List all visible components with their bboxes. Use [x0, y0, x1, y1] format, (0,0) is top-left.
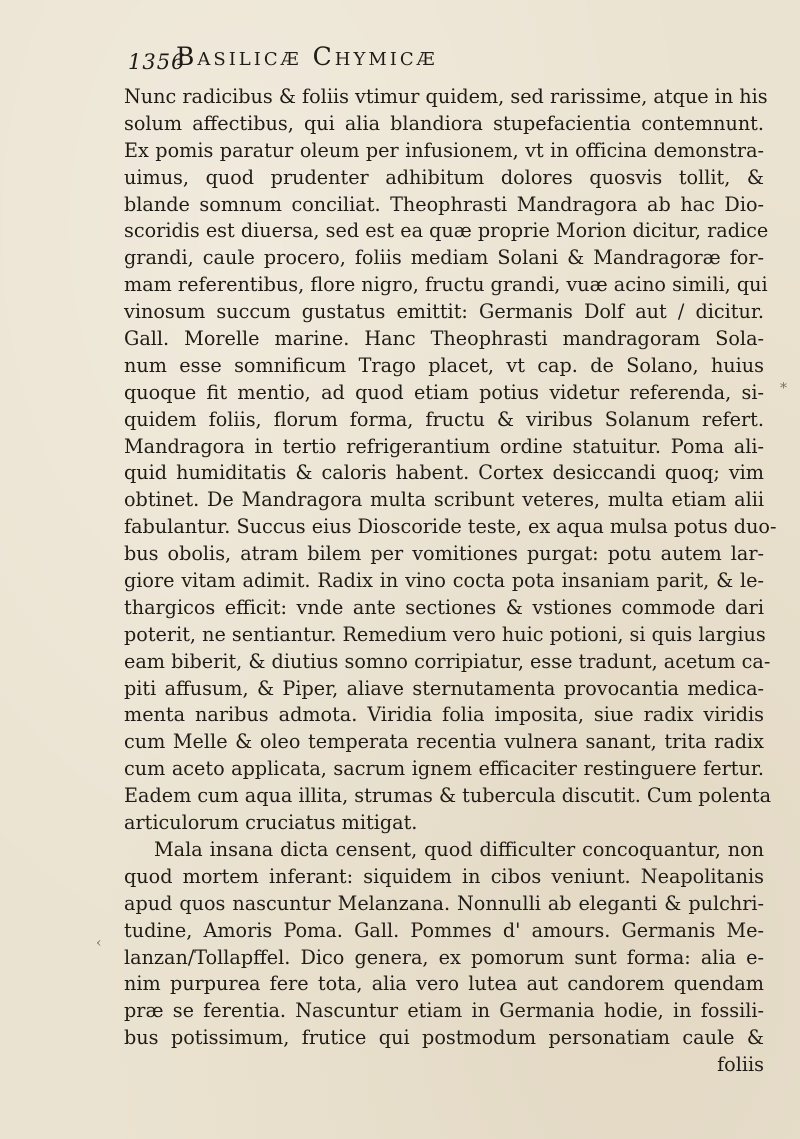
text-line: apud quos nascuntur Melanzana. Nonnulli ab eleganti & pulchri-	[124, 891, 764, 915]
text-line: menta naribus admota. Viridia folia imposita, siue radix viridis	[124, 703, 764, 727]
paragraph-end-line: articulorum cruciatus mitigat.	[124, 811, 418, 835]
text-line: solum affectibus, qui alia blandiora stupefacientia contemnunt.	[124, 111, 764, 135]
margin-mark: ‹	[96, 935, 102, 951]
text-line: cum Melle & oleo temperata recentia vulnera sanant, trita radix	[124, 730, 764, 754]
text-line: lanzan/Tollapffel. Dico genera, ex pomorum sunt forma: alia e-	[124, 945, 764, 969]
body-text	[124, 84, 777, 1079]
text-line: vinosum succum gustatus emittit: Germanis Dolf aut / dicitur.	[124, 300, 764, 324]
margin-mark: ⁎	[780, 376, 787, 392]
text-line: bus obolis, atram bilem per vomitiones purgat: potu autem lar-	[124, 542, 764, 566]
text-line: tudine, Amoris Poma. Gall. Pommes d' amours. Germanis Me-	[124, 918, 764, 942]
paragraph-start-line: Mala insana dicta censent, quod difficulter concoquantur, non	[154, 837, 764, 861]
text-line: scoridis est diuersa, sed est ea quæ proprie Morion dicitur, radice	[124, 219, 769, 243]
text-line: quod mortem inferant: siquidem in cibos veniunt. Neapolitanis	[124, 864, 764, 888]
text-line: grandi, caule procero, foliis mediam Solani & Mandragoræ for-	[124, 246, 764, 270]
text-line: eam biberit, & diutius somno corripiatur, esse tradunt, acetum ca-	[124, 649, 771, 673]
page-header	[128, 42, 748, 82]
text-line: præ se ferentia. Nascuntur etiam in Germania hodie, in fossili-	[124, 999, 764, 1023]
text-line: Mandragora in tertio refrigerantium ordine statuitur. Poma ali-	[124, 434, 764, 458]
running-title: Basilicæ Chymicæ	[176, 42, 438, 71]
text-line: cum aceto applicata, sacrum ignem efficaciter restinguere fertur.	[124, 757, 764, 781]
text-line: uimus, quod prudenter adhibitum dolores quosvis tollit, &	[124, 165, 764, 189]
text-line: quid humiditatis & caloris habent. Cortex desiccandi quoq; vim	[124, 461, 764, 485]
text-line: mam referentibus, flore nigro, fructu grandi, vuæ acino simili, qui	[124, 273, 768, 297]
page-number: 1356	[128, 50, 186, 74]
text-line: piti affusum, & Piper, aliave sternutamenta provocantia medica-	[124, 676, 764, 700]
text-line: quidem foliis, florum forma, fructu & viribus Solanum refert.	[124, 407, 764, 431]
text-line: blande somnum conciliat. Theophrasti Mandragora ab hac Dio-	[124, 192, 764, 216]
text-line: Eadem cum aqua illita, strumas & tubercula discutit. Cum polenta	[124, 784, 772, 808]
text-line: giore vitam adimit. Radix in vino cocta pota insaniam parit, & le-	[124, 569, 764, 593]
text-line: bus potissimum, frutice qui postmodum personatiam caule &	[124, 1026, 764, 1050]
text-line: num esse somnificum Trago placet, vt cap. de Solano, huius	[124, 353, 764, 377]
text-line: obtinet. De Mandragora multa scribunt veteres, multa etiam alii	[124, 488, 764, 512]
text-line: poterit, ne sentiantur. Remedium vero huic potioni, si quis largius	[124, 622, 766, 646]
text-line: fabulantur. Succus eius Dioscoride teste, ex aqua mulsa potus duo-	[124, 515, 777, 539]
text-line: Ex pomis paratur oleum per infusionem, vt in officina demonstra-	[124, 138, 764, 162]
text-line: quoque fit mentio, ad quod etiam potius videtur referenda, si-	[124, 380, 764, 404]
catchword: foliis	[717, 1053, 764, 1077]
text-line: Nunc radicibus & foliis vtimur quidem, sed rarissime, atque in his	[124, 85, 768, 108]
text-line: Gall. Morelle marine. Hanc Theophrasti mandragoram Sola-	[124, 327, 764, 351]
text-line: nim purpurea fere tota, alia vero lutea aut candorem quendam	[124, 972, 764, 996]
text-line: thargicos efficit: vnde ante sectiones & vstiones commode dari	[124, 595, 764, 619]
